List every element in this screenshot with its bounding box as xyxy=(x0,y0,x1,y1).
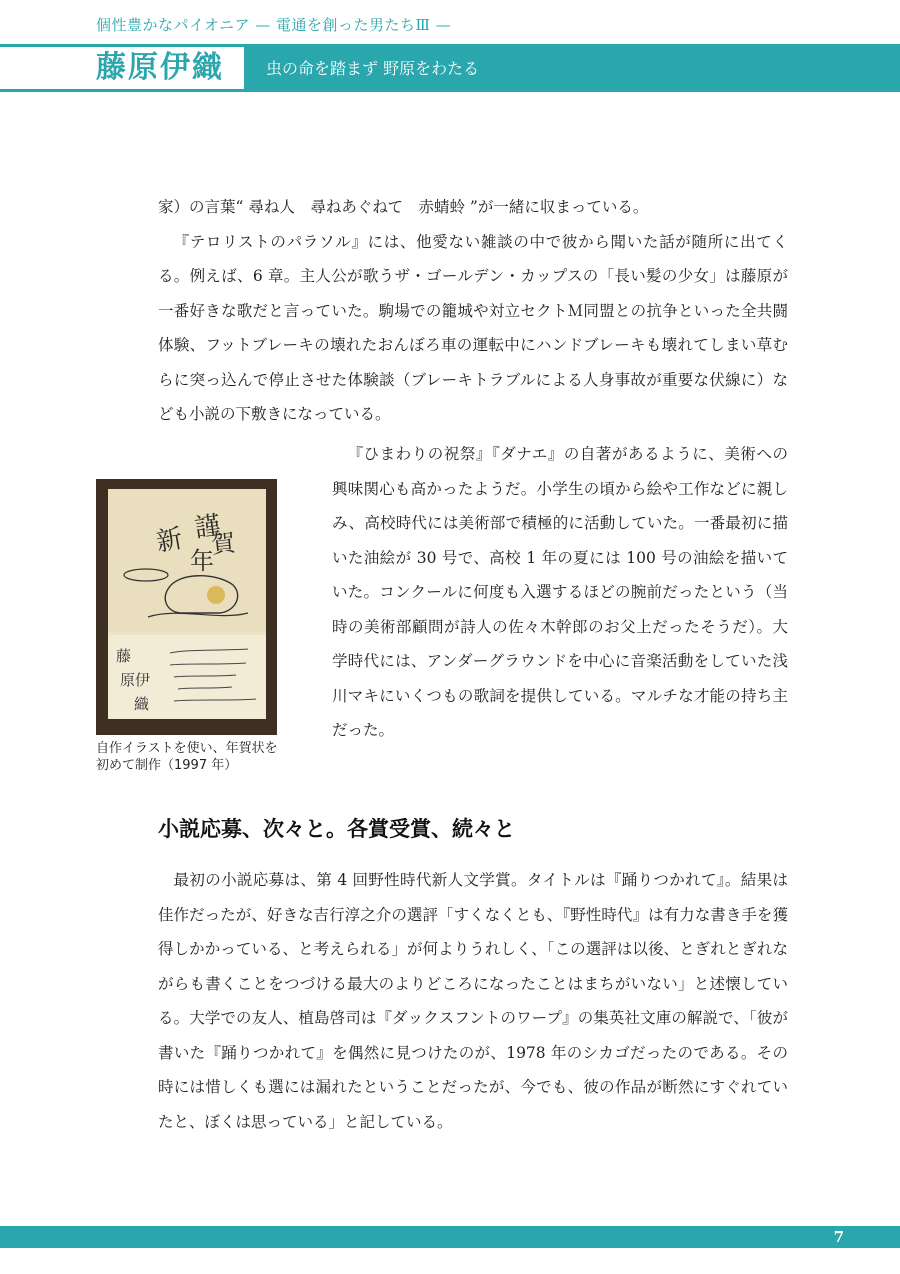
page-number: 7 xyxy=(833,1228,844,1246)
card-illustration xyxy=(108,489,266,632)
card-message-area xyxy=(108,635,266,719)
card-greeting-fourth: 年 xyxy=(190,547,214,575)
speech-bubble xyxy=(124,569,168,581)
card-greeting-second: 賀 xyxy=(209,528,237,559)
photo-caption xyxy=(96,740,296,774)
card-greeting-third: 新 xyxy=(154,523,185,558)
card-message-drawing xyxy=(108,635,266,719)
section-heading: 小説応募、次々と。各賞受賞、続々と xyxy=(158,816,515,841)
boar-body xyxy=(165,576,237,613)
paragraph-1-body: 『テロリストのパラソル』には、他愛ない雑談の中で彼から聞いた話が随所に出てくる。例えば、6 章。主人公が歌うザ・ゴールデン・カップスの「長い髪の少女」は藤原が一番好きな歌だと言っていた。駒場での籠城や対立セクトＭ同盟との抗争といった全共闘体験、フットブレーキの壊れたおんぼろ車の運転中にハンドブレーキも壊れてしまい草むらに突っ込んで停止させた体験談（ブレーキトラブルによる人身事故が重要な伏線に）なども小説の下敷きになっている。 xyxy=(158,232,788,423)
paragraph-3: 最初の小説応募は、第 4 回野性時代新人文学賞。タイトルは『踊りつかれて』。結果は佳作だったが、好きな吉行淳之介の選評「すくなくとも、『野性時代』は有力な書き手を獲得しかかっている、と考えられる」が何よりうれしく、「この選評は以後、とぎれとぎれながらも書くことをつづける最大のよりどころになったことはまちがいない」と述懐している。大学での友人、植島啓司は『ダックスフントのワープ』の集英社文庫の解説で、「彼が書いた『踊りつかれて』を偶然に見つけたのが、1978 年のシカゴだったのである。その時には惜しくも選には漏れたということだったが、今でも、彼の作品が断然にすぐれていたと、ぼくは思っている」と記している。 xyxy=(158,871,788,1131)
card-signature-line-3: 織 xyxy=(134,695,150,713)
card xyxy=(108,489,266,719)
paragraph-2: 『ひまわりの祝祭』『ダナエ』の自著があるように、美術への興味関心も高かったようだ。小学生の頃から絵や工作などに親しみ、高校時代には美術部で積極的に活動していた。一番最初に描いた油絵が 30 号で、高校 1 年の夏には 100 号の油絵を描いていた。コンクールに何度も入選するほどの腕前だったという（当時の美術部顧問が詩人の佐々木幹郎のお父上だったそうだ）。大学時代には、アンダーグラウンドを中心に音楽活動をしていた浅川マキにいくつもの歌詞を提供している。マルチな才能の持ち主だった。 xyxy=(332,445,788,739)
boar-marking xyxy=(207,586,225,604)
card-signature-line-2: 原伊 xyxy=(120,671,151,689)
card-handwritten-message xyxy=(170,649,256,701)
article-subtitle: 虫の命を踏まず 野原をわたる xyxy=(266,59,480,78)
author-name: 藤原伊織 xyxy=(96,50,224,85)
footer-bar xyxy=(0,1226,900,1248)
new-year-card-photo xyxy=(96,479,277,735)
paragraph-1-line-1: 家）の言葉“ 尋ね人 尋ねあぐねて 赤蜻蛉 ”が一緒に収まっている。 xyxy=(158,198,649,216)
series-title: 個性豊かなパイオニア — 電通を創った男たちⅢ — xyxy=(96,16,452,34)
card-greeting-first: 謹 xyxy=(192,510,223,544)
photo-caption-line-2: 初めて制作（1997 年） xyxy=(96,758,238,773)
card-drawing xyxy=(108,489,266,632)
card-signature-line-1: 藤 xyxy=(116,647,132,665)
photo-caption-line-1: 自作イラストを使い、年賀状を xyxy=(96,741,278,756)
paragraph-1 xyxy=(158,190,788,432)
